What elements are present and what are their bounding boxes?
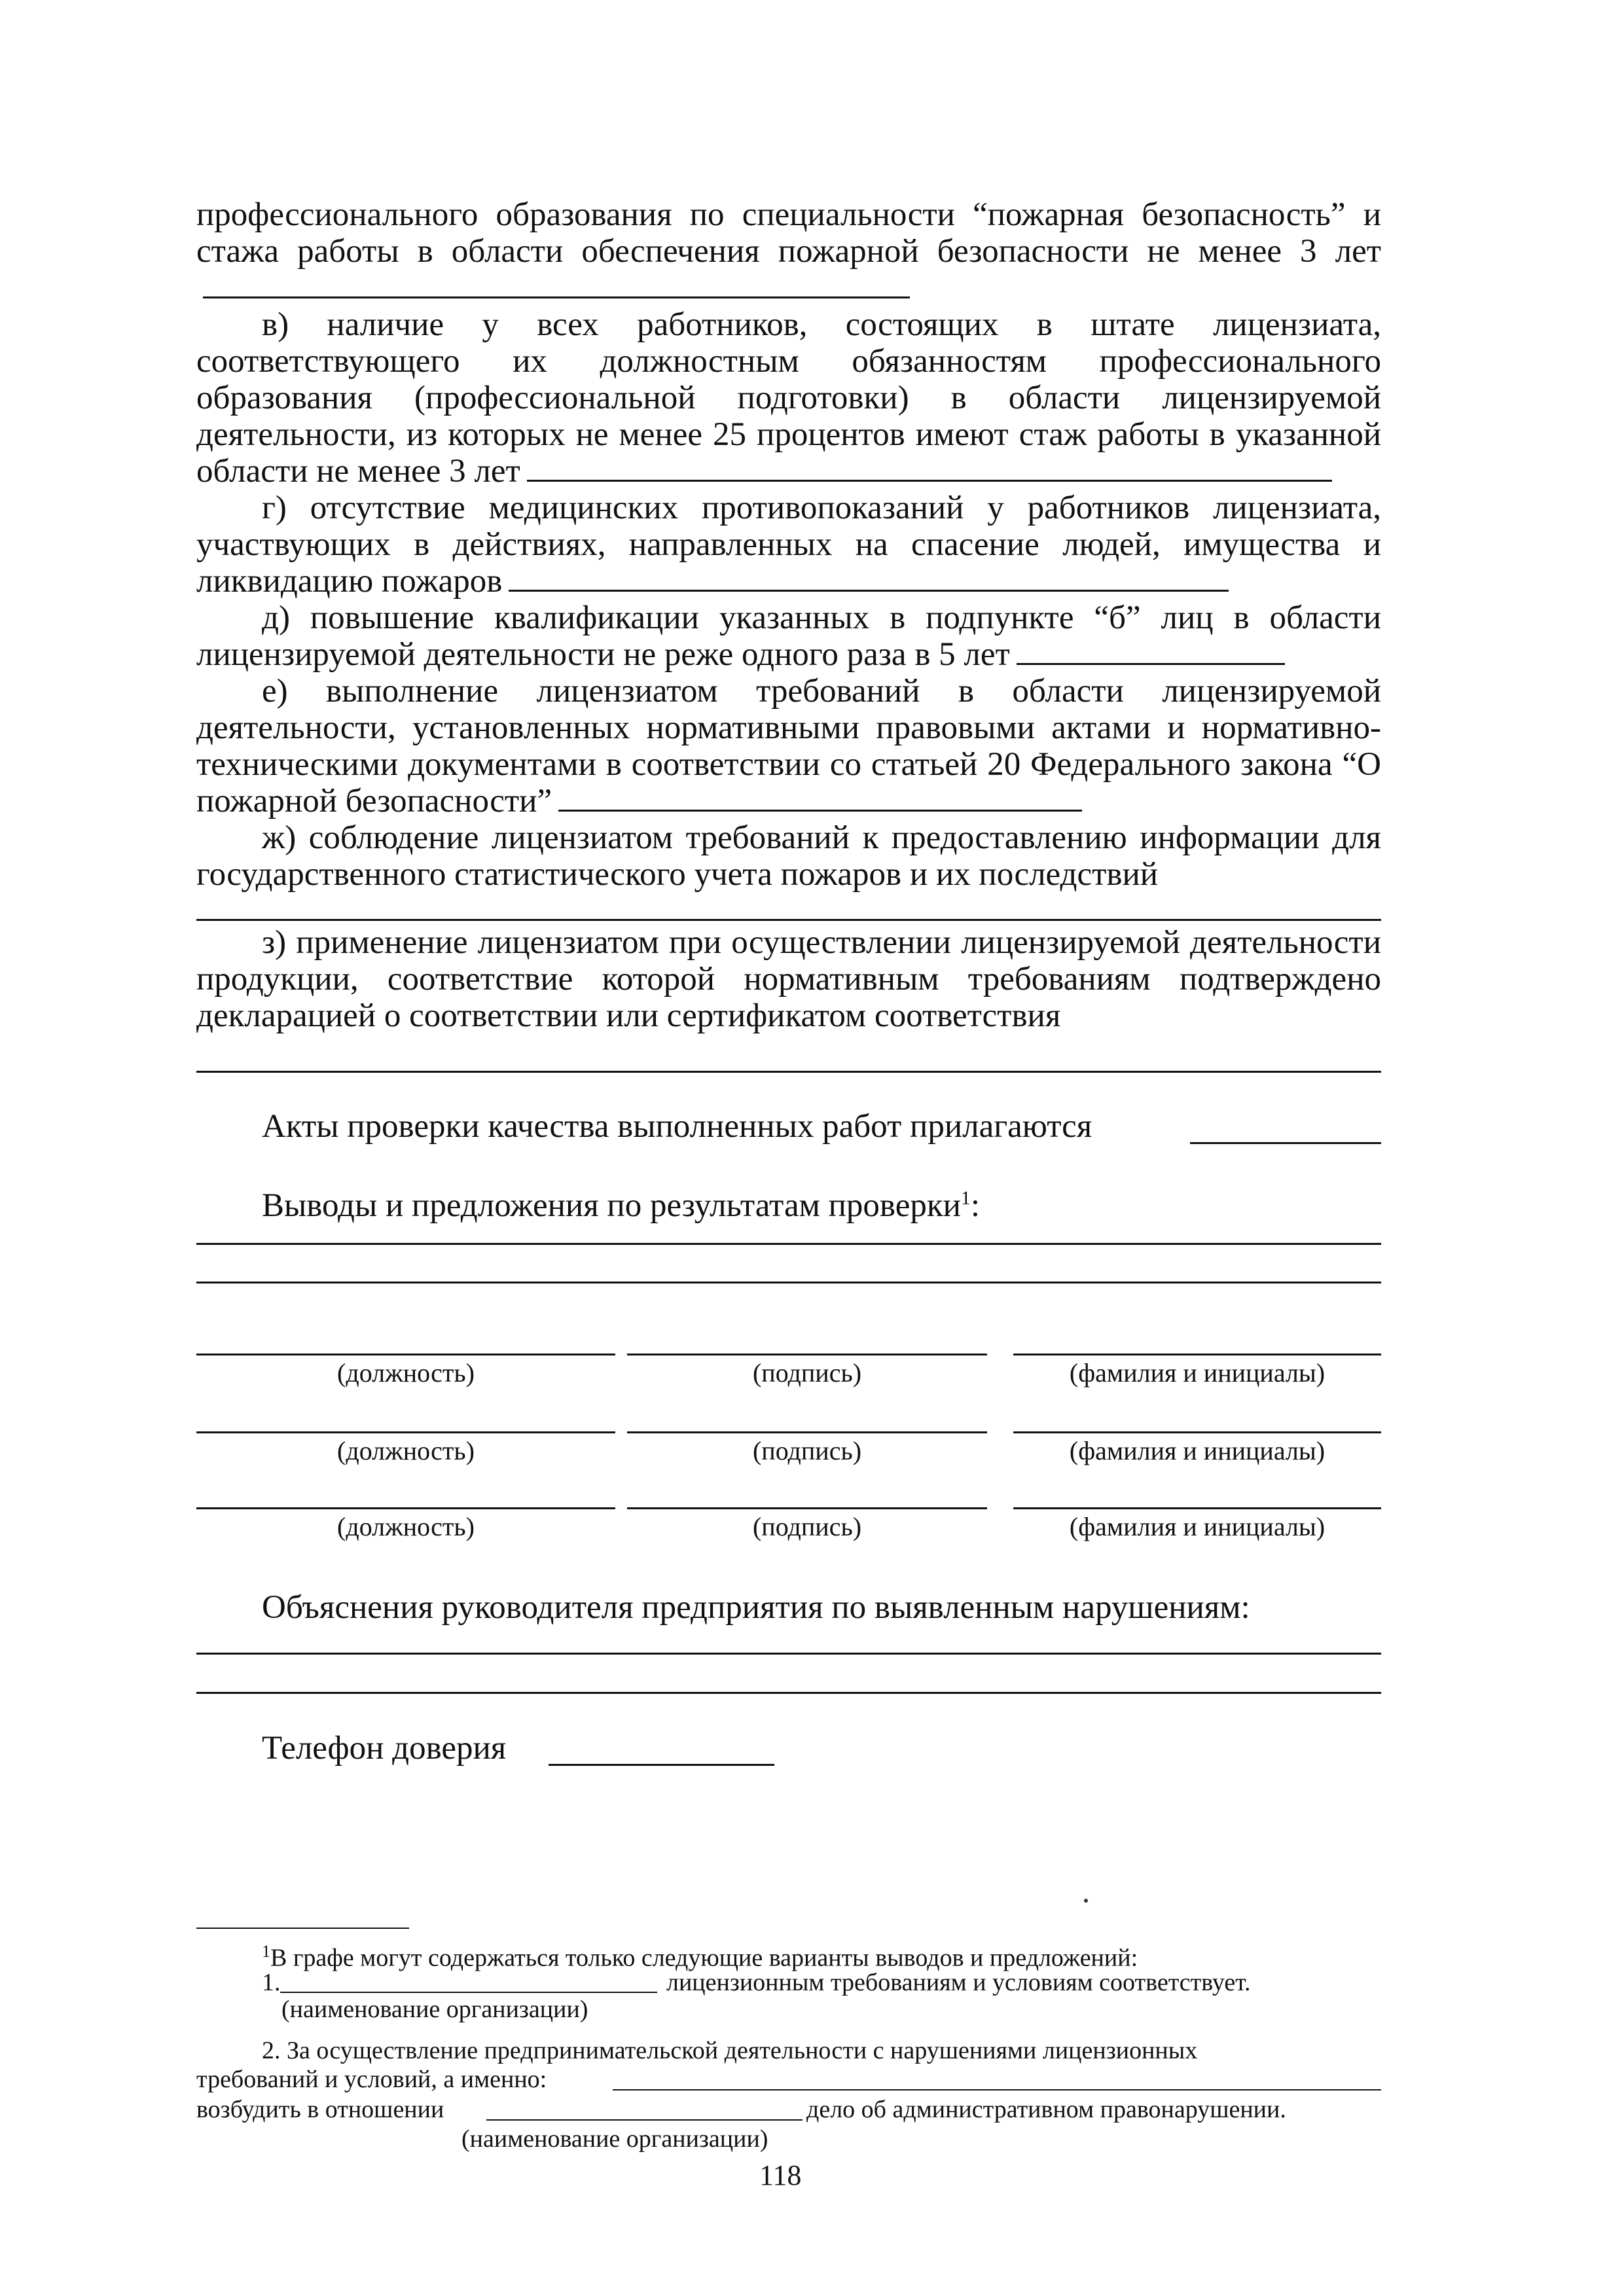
blank-line-zh bbox=[196, 919, 1381, 921]
phone-label: Телефон доверия bbox=[262, 1730, 507, 1767]
signature-line-signature bbox=[627, 1431, 987, 1433]
blank-line bbox=[527, 454, 1332, 482]
caption-signature: (подпись) bbox=[752, 1436, 862, 1465]
conclusions-label: Выводы и предложения по результатам проверки$^1$: bbox=[262, 1187, 981, 1224]
blank-line bbox=[203, 270, 910, 298]
signature-line-name bbox=[1013, 1507, 1381, 1509]
signature-line-position bbox=[196, 1431, 615, 1433]
acts-label: Акты проверки качества выполненных работ прилагаются bbox=[262, 1108, 1092, 1145]
signature-line-signature bbox=[627, 1354, 987, 1355]
caption-name: (фамилия и инициалы) bbox=[1069, 1512, 1326, 1541]
caption-position: (должность) bbox=[337, 1358, 475, 1388]
caption-signature: (подпись) bbox=[752, 1512, 862, 1541]
footnote-intro: $^1$В графе могут содержаться только следующие варианты выводов и предложений: bbox=[262, 1942, 1138, 1972]
footnote-item2-line2: требований и условий, а именно: bbox=[196, 2066, 547, 2093]
footnote-item1-text: лицензионным требованиям и условиям соответствует. bbox=[666, 1969, 1251, 1996]
footnote-item2-line1: 2. За осуществление предпринимательской деятельности с нарушениями лицензионных bbox=[262, 2037, 1198, 2064]
footnote-blank-line bbox=[280, 1992, 657, 1993]
signature-line-position bbox=[196, 1507, 615, 1509]
blank-line bbox=[558, 783, 1082, 812]
paragraph-continuation: профессионального образования по специальности “пожарная безопасность” и стажа работы в области обеспечения пожарной безопасности не менее 3 лет bbox=[196, 196, 1381, 306]
page-number: 118 bbox=[759, 2159, 802, 2191]
paragraph-item-v: в) наличие у всех работников, состоящих в штате лицензиата, соответствующего их должностным обязанностям профессионального образования (профессиональной подготовки) в области лицензируемой деятельности, из которых не менее 25 процентов имеют стаж работы в указанной области не менее 3 лет bbox=[196, 306, 1381, 490]
signature-line-signature bbox=[627, 1507, 987, 1509]
conclusions-line-1 bbox=[196, 1243, 1381, 1245]
footnote-org-caption: (наименование организации) bbox=[281, 1996, 588, 2023]
footnote-mark: 1 bbox=[960, 1187, 971, 1209]
caption-position: (должность) bbox=[337, 1512, 475, 1541]
paragraph-item-g: г) отсутствие медицинских противопоказаний у работников лицензиата, участвующих в действиях, направленных на спасение людей, имущества и ликвидацию пожаров bbox=[196, 490, 1381, 600]
blank-line bbox=[509, 564, 1229, 592]
explanations-line-1 bbox=[196, 1653, 1381, 1655]
conclusions-line-2 bbox=[196, 1282, 1381, 1283]
footnote-blank-line bbox=[486, 2119, 803, 2121]
requirements-text bbox=[196, 196, 1381, 893]
footnote-org-caption: (наименование организации) bbox=[461, 2125, 768, 2153]
footnote-item2-line3a: возбудить в отношении bbox=[196, 2096, 444, 2123]
requirements-text-z bbox=[196, 924, 1381, 1034]
footnote-item1-num: 1. bbox=[262, 1969, 281, 1996]
blank-line bbox=[1017, 637, 1285, 665]
scan-dot bbox=[1084, 1899, 1088, 1903]
phone-blank-line bbox=[549, 1764, 774, 1766]
caption-signature: (подпись) bbox=[752, 1358, 862, 1388]
paragraph-item-zh: ж) соблюдение лицензиатом требований к предоставлению информации для государственного статистического учета пожаров и их последствий bbox=[196, 819, 1381, 893]
signature-line-position bbox=[196, 1354, 615, 1355]
signature-line-name bbox=[1013, 1354, 1381, 1355]
signature-line-name bbox=[1013, 1431, 1381, 1433]
footnote-separator bbox=[196, 1928, 409, 1929]
footnote-item2-line3b: дело об административном правонарушении. bbox=[806, 2096, 1286, 2123]
acts-blank-line bbox=[1190, 1142, 1381, 1144]
explanations-label: Объяснения руководителя предприятия по выявленным нарушениям: bbox=[262, 1589, 1250, 1626]
footnote-blank-line bbox=[613, 2089, 1381, 2090]
blank-line-z bbox=[196, 1071, 1381, 1073]
paragraph-item-e: е) выполнение лицензиатом требований в области лицензируемой деятельности, установленных нормативными правовыми актами и нормативно-техническими документами в соответствии со статьей 20 Федерального закона “О пожарной безопасности” bbox=[196, 673, 1381, 819]
paragraph-item-z: з) применение лицензиатом при осуществлении лицензируемой деятельности продукции, соответствие которой нормативным требованиям подтверждено декларацией о соответствии или сертификатом соответствия bbox=[196, 924, 1381, 1034]
caption-name: (фамилия и инициалы) bbox=[1069, 1358, 1326, 1388]
explanations-line-2 bbox=[196, 1692, 1381, 1694]
caption-position: (должность) bbox=[337, 1436, 475, 1465]
paragraph-item-d: д) повышение квалификации указанных в подпункте “б” лиц в области лицензируемой деятельности не реже одного раза в 5 лет bbox=[196, 600, 1381, 673]
caption-name: (фамилия и инициалы) bbox=[1069, 1436, 1326, 1465]
